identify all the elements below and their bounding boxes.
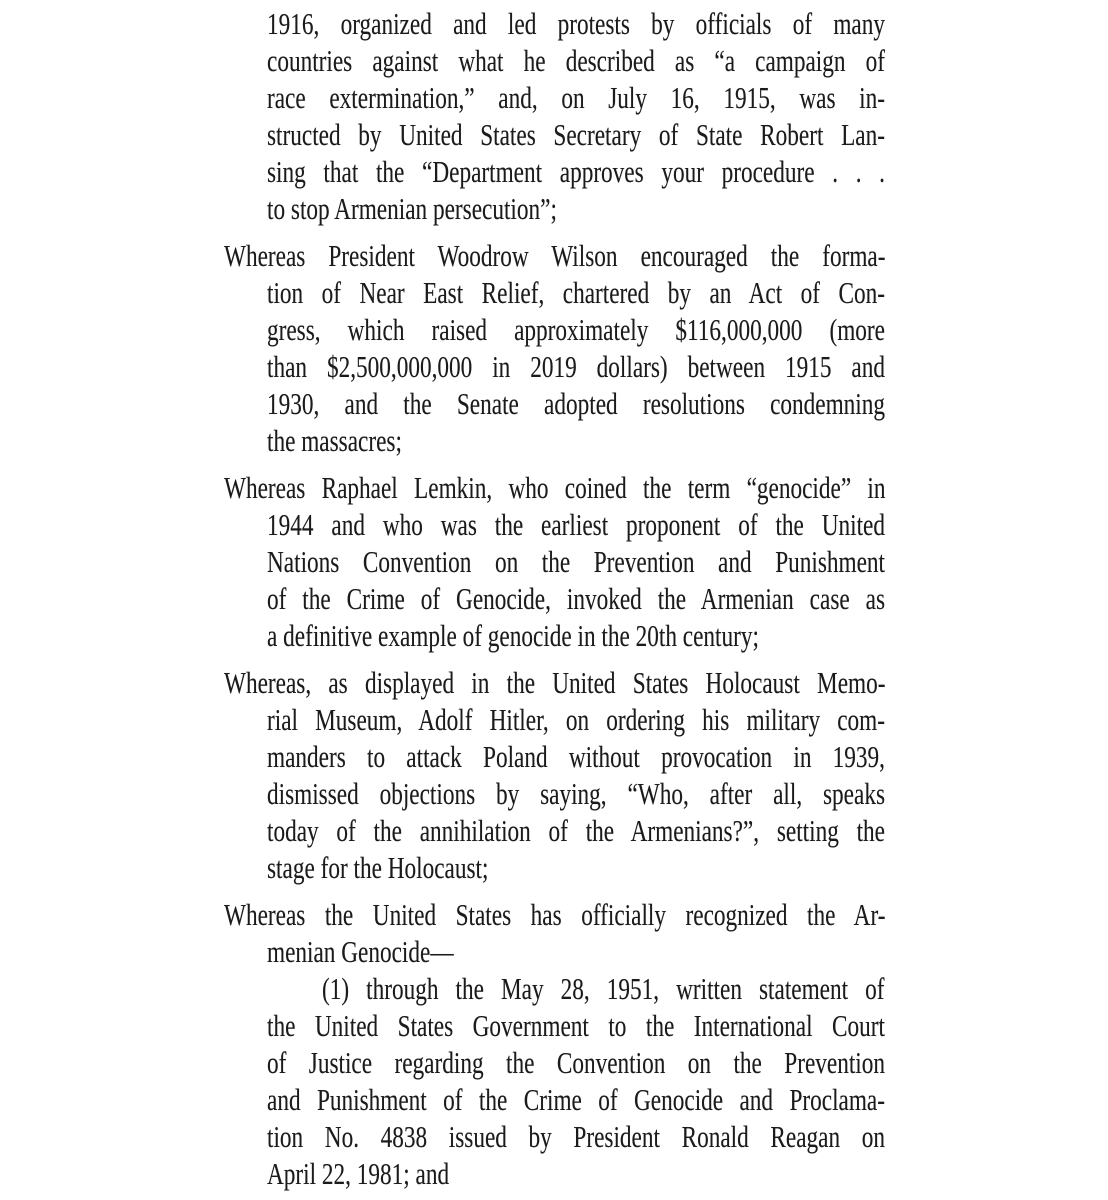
whereas-paragraph	[224, 469, 924, 654]
text-line: structed by United States Secretary of State Robert Lan-	[267, 117, 885, 152]
whereas-paragraph	[224, 237, 924, 459]
text-line: sing that the “Department approves your procedure . . .	[267, 154, 885, 189]
text-line: rial Museum, Adolf Hitler, on ordering his military com-	[267, 702, 885, 737]
text-line: Nations Convention on the Prevention and Punishment	[267, 544, 885, 579]
text-line: of Justice regarding the Convention on the Prevention	[267, 1045, 885, 1080]
text-line: of the Crime of Genocide, invoked the Armenian case as	[267, 581, 885, 616]
text-line: tion No. 4838 issued by President Ronald Reagan on	[267, 1119, 885, 1154]
text-line: the United States Government to the International Court	[267, 1008, 885, 1043]
text-line: (1) through the May 28, 1951, written statement of	[322, 971, 885, 1006]
text-line: dismissed objections by saying, “Who, after all, speaks	[267, 776, 885, 811]
text-line: 1930, and the Senate adopted resolutions condemning	[267, 386, 885, 421]
text-line: manders to attack Poland without provocation in 1939,	[267, 739, 885, 774]
text-line: to stop Armenian persecution”;	[267, 191, 557, 226]
text-line: than $2,500,000,000 in 2019 dollars) between 1915 and	[267, 349, 885, 384]
text-line: a definitive example of genocide in the 20th century;	[267, 618, 759, 653]
text-line: 1916, organized and led protests by officials of many	[267, 6, 885, 41]
bill-text-column	[224, 5, 924, 1192]
continuation-paragraph	[224, 5, 924, 227]
text-line: stage for the Holocaust;	[267, 850, 489, 885]
text-line: race extermination,” and, on July 16, 1915, was in-	[267, 80, 885, 115]
text-line: April 22, 1981; and	[267, 1156, 450, 1191]
clause-paragraph	[224, 970, 924, 1192]
text-line: gress, which raised approximately $116,000,000 (more	[267, 312, 885, 347]
whereas-paragraph	[224, 664, 924, 886]
text-line: tion of Near East Relief, chartered by an Act of Con-	[267, 275, 885, 310]
text-line: Whereas the United States has officially recognized the Ar-	[224, 897, 886, 932]
whereas-paragraph	[224, 896, 924, 970]
text-line: countries against what he described as “a campaign of	[267, 43, 885, 78]
text-line: and Punishment of the Crime of Genocide and Proclama-	[267, 1082, 885, 1117]
text-line: today of the annihilation of the Armenians?”, setting the	[267, 813, 885, 848]
text-line: 1944 and who was the earliest proponent of the United	[267, 507, 885, 542]
text-line: Whereas Raphael Lemkin, who coined the term “genocide” in	[224, 470, 886, 505]
text-line: the massacres;	[267, 423, 402, 458]
text-line: Whereas President Woodrow Wilson encouraged the forma-	[224, 238, 886, 273]
text-line: menian Genocide—	[267, 934, 454, 969]
text-line: Whereas, as displayed in the United States Holocaust Memo-	[224, 665, 886, 700]
